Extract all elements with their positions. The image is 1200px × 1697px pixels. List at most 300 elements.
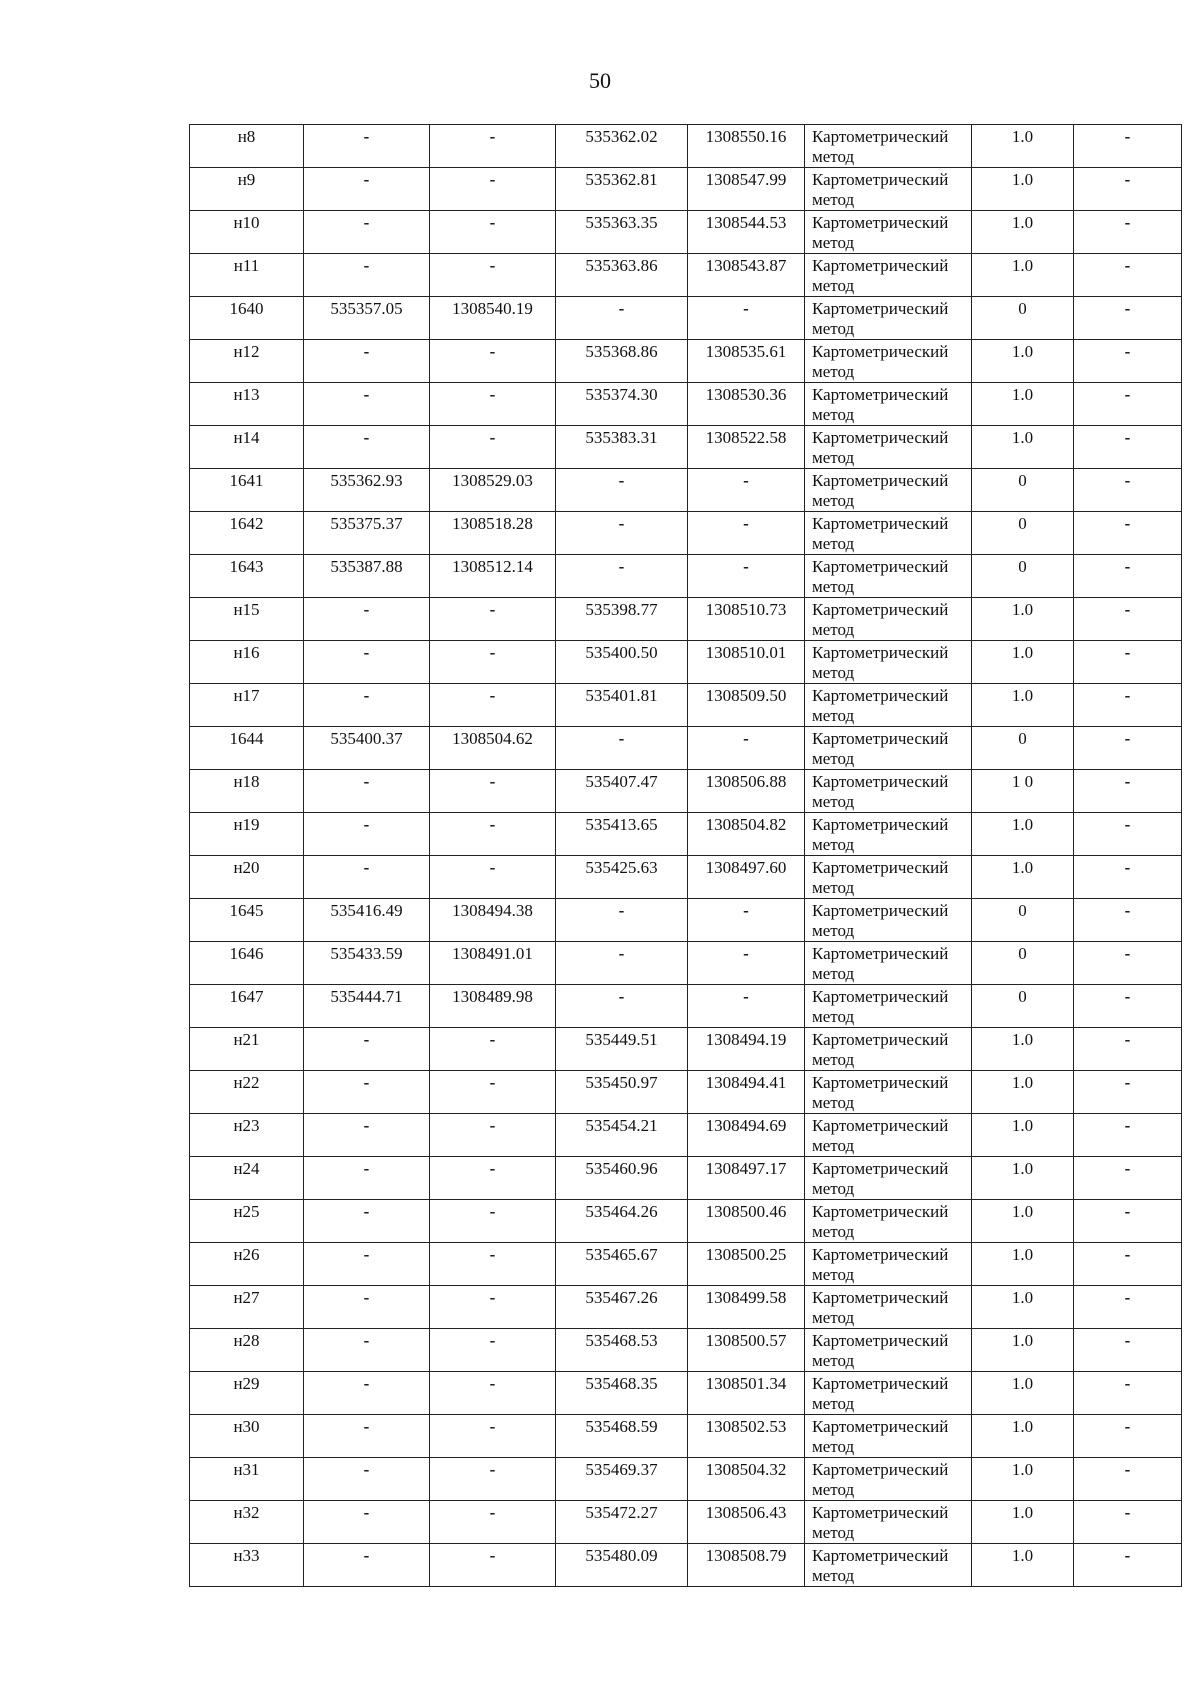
existing-x-cell: - [304,1501,430,1544]
new-x-cell: 535465.67 [556,1243,688,1286]
table-row [190,1243,1182,1286]
accuracy-cell: 0 [972,942,1074,985]
new-y-cell: - [688,555,805,598]
existing-x-cell: - [304,1415,430,1458]
new-y-cell: 1308530.36 [688,383,805,426]
new-x-cell: - [556,985,688,1028]
point-id-cell: 1643 [190,555,304,598]
accuracy-cell: 0 [972,469,1074,512]
existing-y-cell: - [430,1200,556,1243]
method-cell: Картометрический метод [805,1200,972,1243]
new-x-cell: 535468.35 [556,1372,688,1415]
note-cell: - [1074,1458,1182,1501]
existing-x-cell: - [304,1114,430,1157]
table-row [190,899,1182,942]
note-cell: - [1074,125,1182,168]
new-y-cell: 1308510.73 [688,598,805,641]
accuracy-cell: 1.0 [972,1544,1074,1587]
new-y-cell: 1308504.82 [688,813,805,856]
accuracy-cell: 0 [972,985,1074,1028]
table-row [190,1071,1182,1114]
new-y-cell: 1308500.25 [688,1243,805,1286]
method-cell: Картометрический метод [805,727,972,770]
method-cell: Картометрический метод [805,426,972,469]
table-row [190,641,1182,684]
table-row [190,1544,1182,1587]
new-x-cell: 535450.97 [556,1071,688,1114]
point-id-cell: н28 [190,1329,304,1372]
new-y-cell: 1308547.99 [688,168,805,211]
note-cell: - [1074,211,1182,254]
new-x-cell: 535400.50 [556,641,688,684]
point-id-cell: 1647 [190,985,304,1028]
method-cell: Картометрический метод [805,1415,972,1458]
existing-x-cell: 535400.37 [304,727,430,770]
table-row [190,254,1182,297]
accuracy-cell: 1.0 [972,1028,1074,1071]
new-x-cell: 535374.30 [556,383,688,426]
page-number: 50 [589,68,611,93]
point-id-cell: 1646 [190,942,304,985]
new-y-cell: - [688,942,805,985]
table-row [190,1200,1182,1243]
method-cell: Картометрический метод [805,856,972,899]
new-x-cell: 535368.86 [556,340,688,383]
method-cell: Картометрический метод [805,985,972,1028]
note-cell: - [1074,985,1182,1028]
new-y-cell: 1308501.34 [688,1372,805,1415]
existing-y-cell: 1308491.01 [430,942,556,985]
new-y-cell: 1308544.53 [688,211,805,254]
table-row [190,426,1182,469]
new-y-cell: 1308494.69 [688,1114,805,1157]
table-row [190,942,1182,985]
note-cell: - [1074,813,1182,856]
method-cell: Картометрический метод [805,168,972,211]
accuracy-cell: 1.0 [972,1329,1074,1372]
note-cell: - [1074,1157,1182,1200]
note-cell: - [1074,770,1182,813]
new-x-cell: 535407.47 [556,770,688,813]
method-cell: Картометрический метод [805,899,972,942]
existing-y-cell: - [430,168,556,211]
new-y-cell: - [688,512,805,555]
method-cell: Картометрический метод [805,1372,972,1415]
table-row [190,770,1182,813]
point-id-cell: н22 [190,1071,304,1114]
note-cell: - [1074,254,1182,297]
point-id-cell: н21 [190,1028,304,1071]
point-id-cell: н32 [190,1501,304,1544]
point-id-cell: н9 [190,168,304,211]
new-x-cell: - [556,297,688,340]
point-id-cell: н25 [190,1200,304,1243]
method-cell: Картометрический метод [805,770,972,813]
point-id-cell: 1642 [190,512,304,555]
point-id-cell: н16 [190,641,304,684]
point-id-cell: н26 [190,1243,304,1286]
new-y-cell: 1308506.88 [688,770,805,813]
method-cell: Картометрический метод [805,211,972,254]
new-x-cell: 535401.81 [556,684,688,727]
note-cell: - [1074,1544,1182,1587]
point-id-cell: н17 [190,684,304,727]
note-cell: - [1074,942,1182,985]
note-cell: - [1074,426,1182,469]
method-cell: Картометрический метод [805,813,972,856]
new-y-cell: 1308502.53 [688,1415,805,1458]
existing-y-cell: 1308529.03 [430,469,556,512]
new-x-cell: - [556,555,688,598]
existing-y-cell: - [430,383,556,426]
new-x-cell: 535362.02 [556,125,688,168]
new-x-cell: 535460.96 [556,1157,688,1200]
new-y-cell: 1308508.79 [688,1544,805,1587]
existing-x-cell: - [304,1071,430,1114]
point-id-cell: н20 [190,856,304,899]
table-row [190,1028,1182,1071]
accuracy-cell: 1.0 [972,125,1074,168]
point-id-cell: н15 [190,598,304,641]
new-x-cell: - [556,899,688,942]
existing-y-cell: - [430,1114,556,1157]
existing-y-cell: - [430,598,556,641]
existing-y-cell: - [430,1028,556,1071]
accuracy-cell: 1.0 [972,1458,1074,1501]
point-id-cell: н10 [190,211,304,254]
new-y-cell: 1308500.46 [688,1200,805,1243]
accuracy-cell: 1.0 [972,1200,1074,1243]
method-cell: Картометрический метод [805,1329,972,1372]
note-cell: - [1074,899,1182,942]
new-y-cell: 1308510.01 [688,641,805,684]
note-cell: - [1074,1415,1182,1458]
point-id-cell: 1644 [190,727,304,770]
new-y-cell: 1308494.19 [688,1028,805,1071]
method-cell: Картометрический метод [805,1114,972,1157]
table-row [190,1114,1182,1157]
new-x-cell: 535468.59 [556,1415,688,1458]
note-cell: - [1074,1071,1182,1114]
accuracy-cell: 1.0 [972,856,1074,899]
new-x-cell: 535363.35 [556,211,688,254]
existing-y-cell: 1308494.38 [430,899,556,942]
new-y-cell: 1308522.58 [688,426,805,469]
existing-y-cell: - [430,1415,556,1458]
table-row [190,1501,1182,1544]
table-row [190,469,1182,512]
existing-y-cell: - [430,1243,556,1286]
method-cell: Картометрический метод [805,340,972,383]
new-x-cell: 535464.26 [556,1200,688,1243]
method-cell: Картометрический метод [805,297,972,340]
existing-x-cell: 535444.71 [304,985,430,1028]
new-x-cell: 535413.65 [556,813,688,856]
new-x-cell: - [556,727,688,770]
existing-y-cell: - [430,211,556,254]
existing-x-cell: 535416.49 [304,899,430,942]
new-x-cell: 535362.81 [556,168,688,211]
point-id-cell: н12 [190,340,304,383]
point-id-cell: н24 [190,1157,304,1200]
accuracy-cell: 1.0 [972,1372,1074,1415]
existing-x-cell: - [304,254,430,297]
accuracy-cell: 1 0 [972,770,1074,813]
existing-x-cell: - [304,340,430,383]
existing-x-cell: 535362.93 [304,469,430,512]
existing-x-cell: - [304,426,430,469]
note-cell: - [1074,684,1182,727]
existing-y-cell: - [430,426,556,469]
note-cell: - [1074,469,1182,512]
accuracy-cell: 0 [972,727,1074,770]
point-id-cell: н29 [190,1372,304,1415]
method-cell: Картометрический метод [805,1071,972,1114]
existing-y-cell: - [430,1544,556,1587]
method-cell: Картометрический метод [805,641,972,684]
method-cell: Картометрический метод [805,469,972,512]
existing-x-cell: - [304,598,430,641]
existing-x-cell: - [304,1243,430,1286]
new-x-cell: 535468.53 [556,1329,688,1372]
existing-y-cell: - [430,1329,556,1372]
accuracy-cell: 1.0 [972,383,1074,426]
note-cell: - [1074,383,1182,426]
point-id-cell: н11 [190,254,304,297]
new-y-cell: 1308497.60 [688,856,805,899]
note-cell: - [1074,1372,1182,1415]
point-id-cell: 1640 [190,297,304,340]
existing-y-cell: 1308489.98 [430,985,556,1028]
new-x-cell: 535398.77 [556,598,688,641]
new-x-cell: 535480.09 [556,1544,688,1587]
accuracy-cell: 1.0 [972,1501,1074,1544]
table-row [190,211,1182,254]
method-cell: Картометрический метод [805,512,972,555]
new-x-cell: 535467.26 [556,1286,688,1329]
existing-y-cell: 1308518.28 [430,512,556,555]
existing-x-cell: - [304,1157,430,1200]
existing-y-cell: - [430,254,556,297]
new-y-cell: 1308494.41 [688,1071,805,1114]
table-row [190,1157,1182,1200]
existing-x-cell: - [304,168,430,211]
existing-x-cell: 535357.05 [304,297,430,340]
note-cell: - [1074,1501,1182,1544]
accuracy-cell: 1.0 [972,598,1074,641]
note-cell: - [1074,555,1182,598]
note-cell: - [1074,1028,1182,1071]
method-cell: Картометрический метод [805,684,972,727]
existing-y-cell: - [430,641,556,684]
accuracy-cell: 0 [972,555,1074,598]
existing-x-cell: - [304,211,430,254]
existing-x-cell: - [304,1286,430,1329]
point-id-cell: н27 [190,1286,304,1329]
table-row [190,125,1182,168]
note-cell: - [1074,512,1182,555]
method-cell: Картометрический метод [805,942,972,985]
table-row [190,168,1182,211]
point-id-cell: н14 [190,426,304,469]
note-cell: - [1074,1243,1182,1286]
note-cell: - [1074,598,1182,641]
new-y-cell: 1308500.57 [688,1329,805,1372]
existing-x-cell: - [304,1200,430,1243]
existing-y-cell: - [430,813,556,856]
table-row [190,1329,1182,1372]
accuracy-cell: 0 [972,899,1074,942]
method-cell: Картометрический метод [805,1458,972,1501]
new-x-cell: 535472.27 [556,1501,688,1544]
table-row [190,985,1182,1028]
method-cell: Картометрический метод [805,1157,972,1200]
accuracy-cell: 1.0 [972,684,1074,727]
table-row [190,684,1182,727]
accuracy-cell: 1.0 [972,1243,1074,1286]
note-cell: - [1074,727,1182,770]
existing-y-cell: - [430,1458,556,1501]
new-y-cell: 1308550.16 [688,125,805,168]
method-cell: Картометрический метод [805,598,972,641]
existing-x-cell: - [304,641,430,684]
point-id-cell: н18 [190,770,304,813]
existing-x-cell: - [304,684,430,727]
table-row [190,727,1182,770]
table-row [190,340,1182,383]
accuracy-cell: 1.0 [972,813,1074,856]
note-cell: - [1074,1114,1182,1157]
accuracy-cell: 1.0 [972,426,1074,469]
new-y-cell: 1308497.17 [688,1157,805,1200]
table-row [190,856,1182,899]
existing-x-cell: - [304,1544,430,1587]
new-y-cell: - [688,297,805,340]
coordinates-table [189,124,1182,1587]
existing-x-cell: - [304,856,430,899]
new-x-cell: - [556,942,688,985]
existing-y-cell: - [430,1157,556,1200]
existing-x-cell: - [304,125,430,168]
new-y-cell: 1308499.58 [688,1286,805,1329]
note-cell: - [1074,340,1182,383]
method-cell: Картометрический метод [805,383,972,426]
point-id-cell: н8 [190,125,304,168]
table-row [190,297,1182,340]
note-cell: - [1074,297,1182,340]
existing-x-cell: - [304,1372,430,1415]
accuracy-cell: 1.0 [972,1415,1074,1458]
note-cell: - [1074,1329,1182,1372]
accuracy-cell: 1.0 [972,1286,1074,1329]
note-cell: - [1074,1286,1182,1329]
existing-x-cell: - [304,770,430,813]
existing-x-cell: 535387.88 [304,555,430,598]
accuracy-cell: 1.0 [972,1114,1074,1157]
note-cell: - [1074,641,1182,684]
new-x-cell: 535383.31 [556,426,688,469]
table-row [190,1286,1182,1329]
new-x-cell: 535425.63 [556,856,688,899]
point-id-cell: 1645 [190,899,304,942]
point-id-cell: н31 [190,1458,304,1501]
existing-y-cell: - [430,1286,556,1329]
existing-x-cell: 535375.37 [304,512,430,555]
new-x-cell: 535469.37 [556,1458,688,1501]
existing-y-cell: 1308512.14 [430,555,556,598]
new-y-cell: - [688,985,805,1028]
point-id-cell: н30 [190,1415,304,1458]
new-x-cell: - [556,469,688,512]
note-cell: - [1074,856,1182,899]
new-y-cell: 1308506.43 [688,1501,805,1544]
existing-x-cell: - [304,1329,430,1372]
point-id-cell: н23 [190,1114,304,1157]
existing-y-cell: 1308540.19 [430,297,556,340]
method-cell: Картометрический метод [805,254,972,297]
existing-x-cell: - [304,813,430,856]
method-cell: Картометрический метод [805,1286,972,1329]
point-id-cell: н19 [190,813,304,856]
accuracy-cell: 1.0 [972,211,1074,254]
note-cell: - [1074,1200,1182,1243]
point-id-cell: н33 [190,1544,304,1587]
new-y-cell: - [688,899,805,942]
existing-y-cell: - [430,684,556,727]
accuracy-cell: 1.0 [972,340,1074,383]
table-row [190,555,1182,598]
method-cell: Картометрический метод [805,555,972,598]
accuracy-cell: 1.0 [972,254,1074,297]
method-cell: Картометрический метод [805,1243,972,1286]
accuracy-cell: 1.0 [972,1157,1074,1200]
table-row [190,1372,1182,1415]
existing-x-cell: - [304,383,430,426]
new-x-cell: - [556,512,688,555]
existing-x-cell: - [304,1458,430,1501]
existing-y-cell: - [430,1071,556,1114]
table-row [190,1458,1182,1501]
method-cell: Картометрический метод [805,1544,972,1587]
existing-y-cell: - [430,770,556,813]
new-y-cell: - [688,469,805,512]
point-id-cell: 1641 [190,469,304,512]
existing-x-cell: - [304,1028,430,1071]
new-y-cell: 1308509.50 [688,684,805,727]
existing-y-cell: - [430,1372,556,1415]
accuracy-cell: 1.0 [972,1071,1074,1114]
table-row [190,598,1182,641]
method-cell: Картометрический метод [805,125,972,168]
existing-x-cell: 535433.59 [304,942,430,985]
existing-y-cell: 1308504.62 [430,727,556,770]
existing-y-cell: - [430,856,556,899]
method-cell: Картометрический метод [805,1501,972,1544]
point-id-cell: н13 [190,383,304,426]
new-x-cell: 535363.86 [556,254,688,297]
new-x-cell: 535449.51 [556,1028,688,1071]
existing-y-cell: - [430,125,556,168]
existing-y-cell: - [430,1501,556,1544]
table-row [190,1415,1182,1458]
existing-y-cell: - [430,340,556,383]
new-y-cell: - [688,727,805,770]
table-row [190,813,1182,856]
note-cell: - [1074,168,1182,211]
new-y-cell: 1308535.61 [688,340,805,383]
accuracy-cell: 1.0 [972,168,1074,211]
accuracy-cell: 0 [972,512,1074,555]
